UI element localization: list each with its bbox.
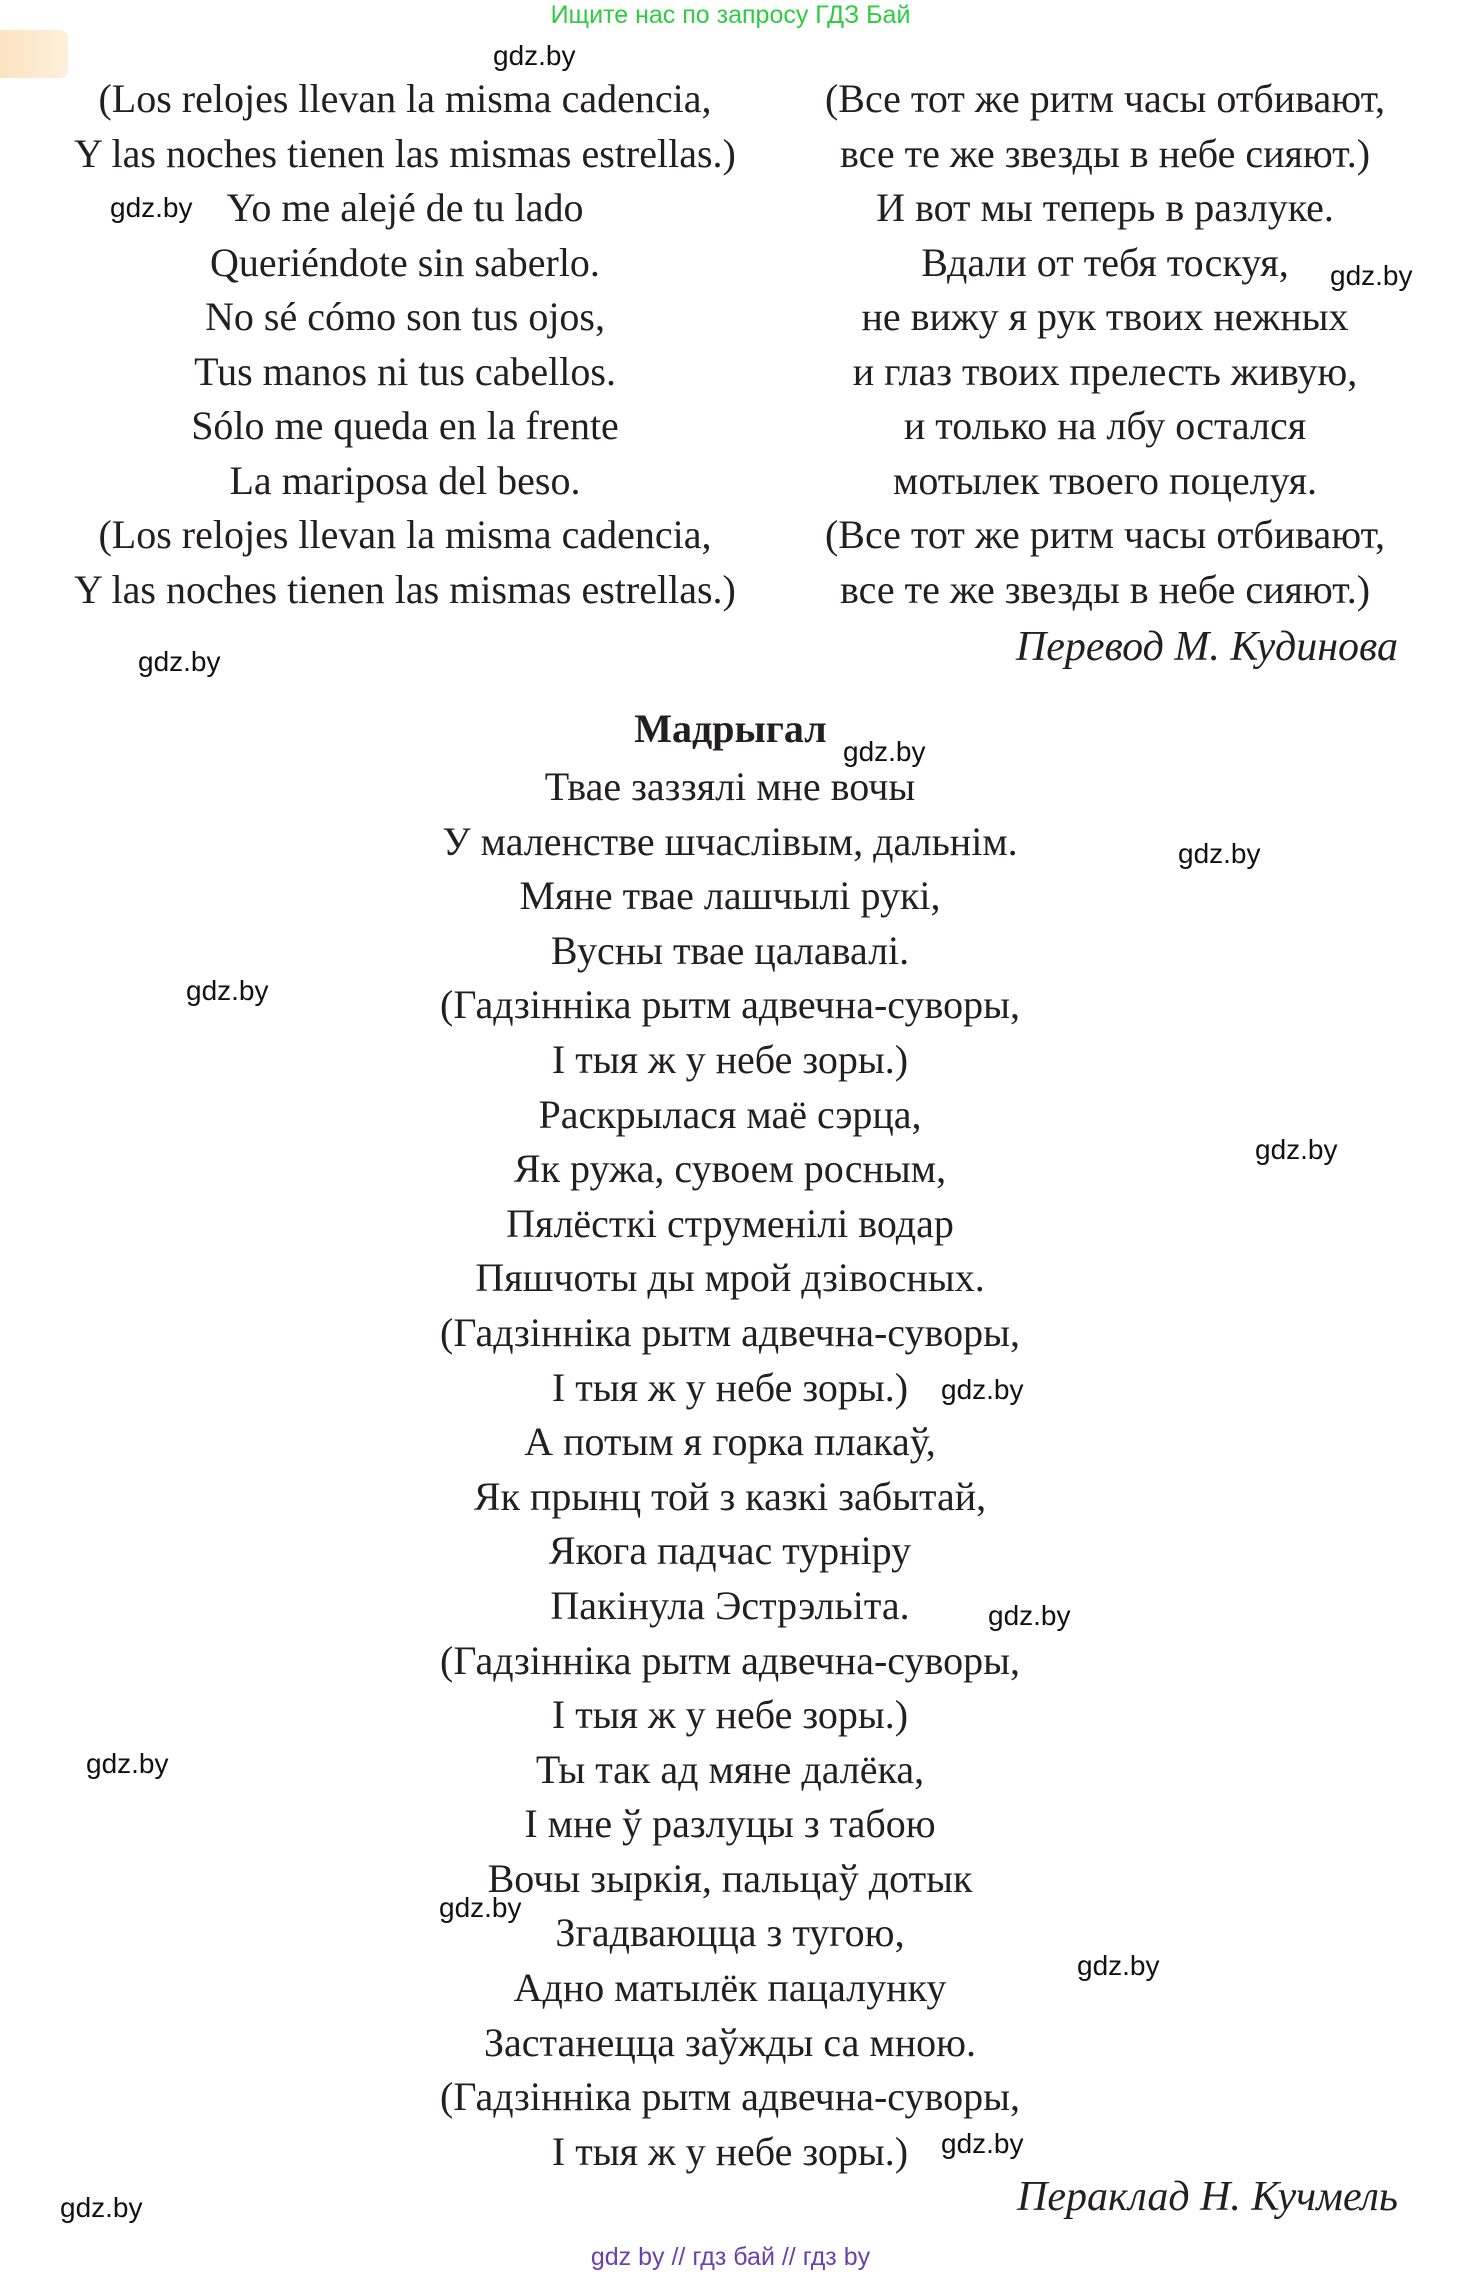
verse-line: все те же звезды в небе сияют.) <box>839 130 1371 176</box>
footer-links[interactable]: gdz by // гдз бай // гдз by <box>590 2243 871 2271</box>
verse-line: Як ружа, сувоем росным, <box>513 1146 947 1192</box>
verse-line: Раскрылася маё сэрца, <box>538 1091 922 1137</box>
verse-line: No sé cómo son tus ojos, <box>205 294 605 339</box>
watermark: gdz.by <box>941 1374 1024 1405</box>
verse-line: Як прынц той з казкі забытай, <box>473 1473 987 1519</box>
verse-line: (Все тот же ритм часы отбивают, <box>824 76 1386 121</box>
verse-line: не вижу я рук твоих нежных <box>861 294 1349 339</box>
verse-line: Tus manos ni tus cabellos. <box>194 348 616 394</box>
verse-line: и только на лбу остался <box>903 403 1307 448</box>
verse-line: Пакінула Эстрэльіта. <box>550 1582 910 1628</box>
watermark: gdz.by <box>186 975 269 1006</box>
verse-line: Вусны твае цалавалі. <box>550 927 910 973</box>
spanish-poem <box>40 72 770 617</box>
verse-line: (Los relojes llevan la misma cadencia, <box>98 76 712 121</box>
verse-line: и глаз твоих прелесть живую, <box>852 348 1358 394</box>
watermark: gdz.by <box>86 1748 169 1779</box>
verse-line: Вдали от тебя тоскуя, <box>921 239 1289 285</box>
translator-credit-belarusian: Пераклад Н. Кучмель <box>1017 2174 1398 2220</box>
verse-line: А потым я горка плакаў, <box>524 1419 936 1465</box>
watermark: gdz.by <box>60 2192 143 2223</box>
top-search-hint[interactable]: Ищите нас по запросу ГДЗ Бай <box>550 1 911 29</box>
verse-line: Мяне твае лашчылі рукі, <box>519 873 941 919</box>
verse-line: І мне ў разлуцы з табою <box>524 1801 936 1847</box>
watermark: gdz.by <box>1178 838 1261 869</box>
verse-line: Queriéndote sin saberlo. <box>210 239 600 285</box>
verse-line: Адно матылёк пацалунку <box>513 1965 947 2011</box>
watermark: gdz.by <box>138 646 221 677</box>
watermark: gdz.by <box>941 2128 1024 2159</box>
watermark: gdz.by <box>110 192 193 223</box>
watermark: gdz.by <box>1255 1134 1338 1165</box>
watermark: gdz.by <box>439 1892 522 1923</box>
verse-line: У маленстве шчаслівым, дальнім. <box>442 818 1018 864</box>
verse-line: Тваe заззялі мне вочы <box>544 764 916 809</box>
verse-line: (Гадзінніка рытм адвечна-суворы, <box>440 2074 1020 2120</box>
verse-line: (Гадзінніка рытм адвечна-суворы, <box>440 1309 1020 1355</box>
verse-line: Застанецца заўжды са мною. <box>483 2019 976 2065</box>
belarusian-translation <box>330 760 1130 2179</box>
translator-credit-russian: Перевод М. Кудинова <box>1015 624 1398 670</box>
verse-line: Ты так ад мяне далёка, <box>535 1746 925 1792</box>
verse-line: Y las noches tienen las mismas estrellas.) <box>74 566 736 612</box>
corner-tab <box>0 30 68 78</box>
verse-line: все те же звезды в небе сияют.) <box>839 566 1371 612</box>
verse-line: (Все тот же ритм часы отбивают, <box>824 512 1386 557</box>
verse-line: La mariposa del beso. <box>229 457 581 503</box>
verse-line: Якога падчас турніру <box>548 1528 912 1574</box>
watermark: gdz.by <box>843 736 926 767</box>
verse-line: Yo me alejé de tu lado <box>226 185 584 230</box>
verse-line: Sólo me queda en la frente <box>191 403 619 448</box>
verse-line: (Гадзінніка рытм адвечна-суворы, <box>440 982 1020 1028</box>
verse-line: І тыя ж у небе зоры.) <box>551 1036 909 1082</box>
watermark: gdz.by <box>1077 1950 1160 1981</box>
verse-line: І тыя ж у небе зоры.) <box>551 1692 909 1738</box>
watermark: gdz.by <box>493 40 576 71</box>
verse-line: І тыя ж у небе зоры.) <box>551 2128 909 2174</box>
watermark: gdz.by <box>988 1600 1071 1631</box>
russian-translation <box>800 72 1410 617</box>
poem-title: Мадрыгал <box>634 706 827 751</box>
verse-line: (Гадзінніка рытм адвечна-суворы, <box>440 1637 1020 1683</box>
watermark: gdz.by <box>1330 260 1413 291</box>
verse-line: Згадваюцца з тугою, <box>555 1910 905 1956</box>
verse-line: И вот мы теперь в разлуке. <box>876 185 1334 230</box>
verse-line: І тыя ж у небе зоры.) <box>551 1364 909 1410</box>
verse-line: Пяшчоты ды мрой дзівосных. <box>475 1255 985 1301</box>
verse-line: (Los relojes llevan la misma cadencia, <box>98 512 712 557</box>
verse-line: Y las noches tienen las mismas estrellas.) <box>74 130 736 176</box>
verse-line: Вочы зыркія, пальцаў дотык <box>487 1855 973 1901</box>
verse-line: Пялёсткі струменілі водар <box>506 1200 954 1246</box>
verse-line: мотылек твоего поцелуя. <box>893 457 1317 503</box>
